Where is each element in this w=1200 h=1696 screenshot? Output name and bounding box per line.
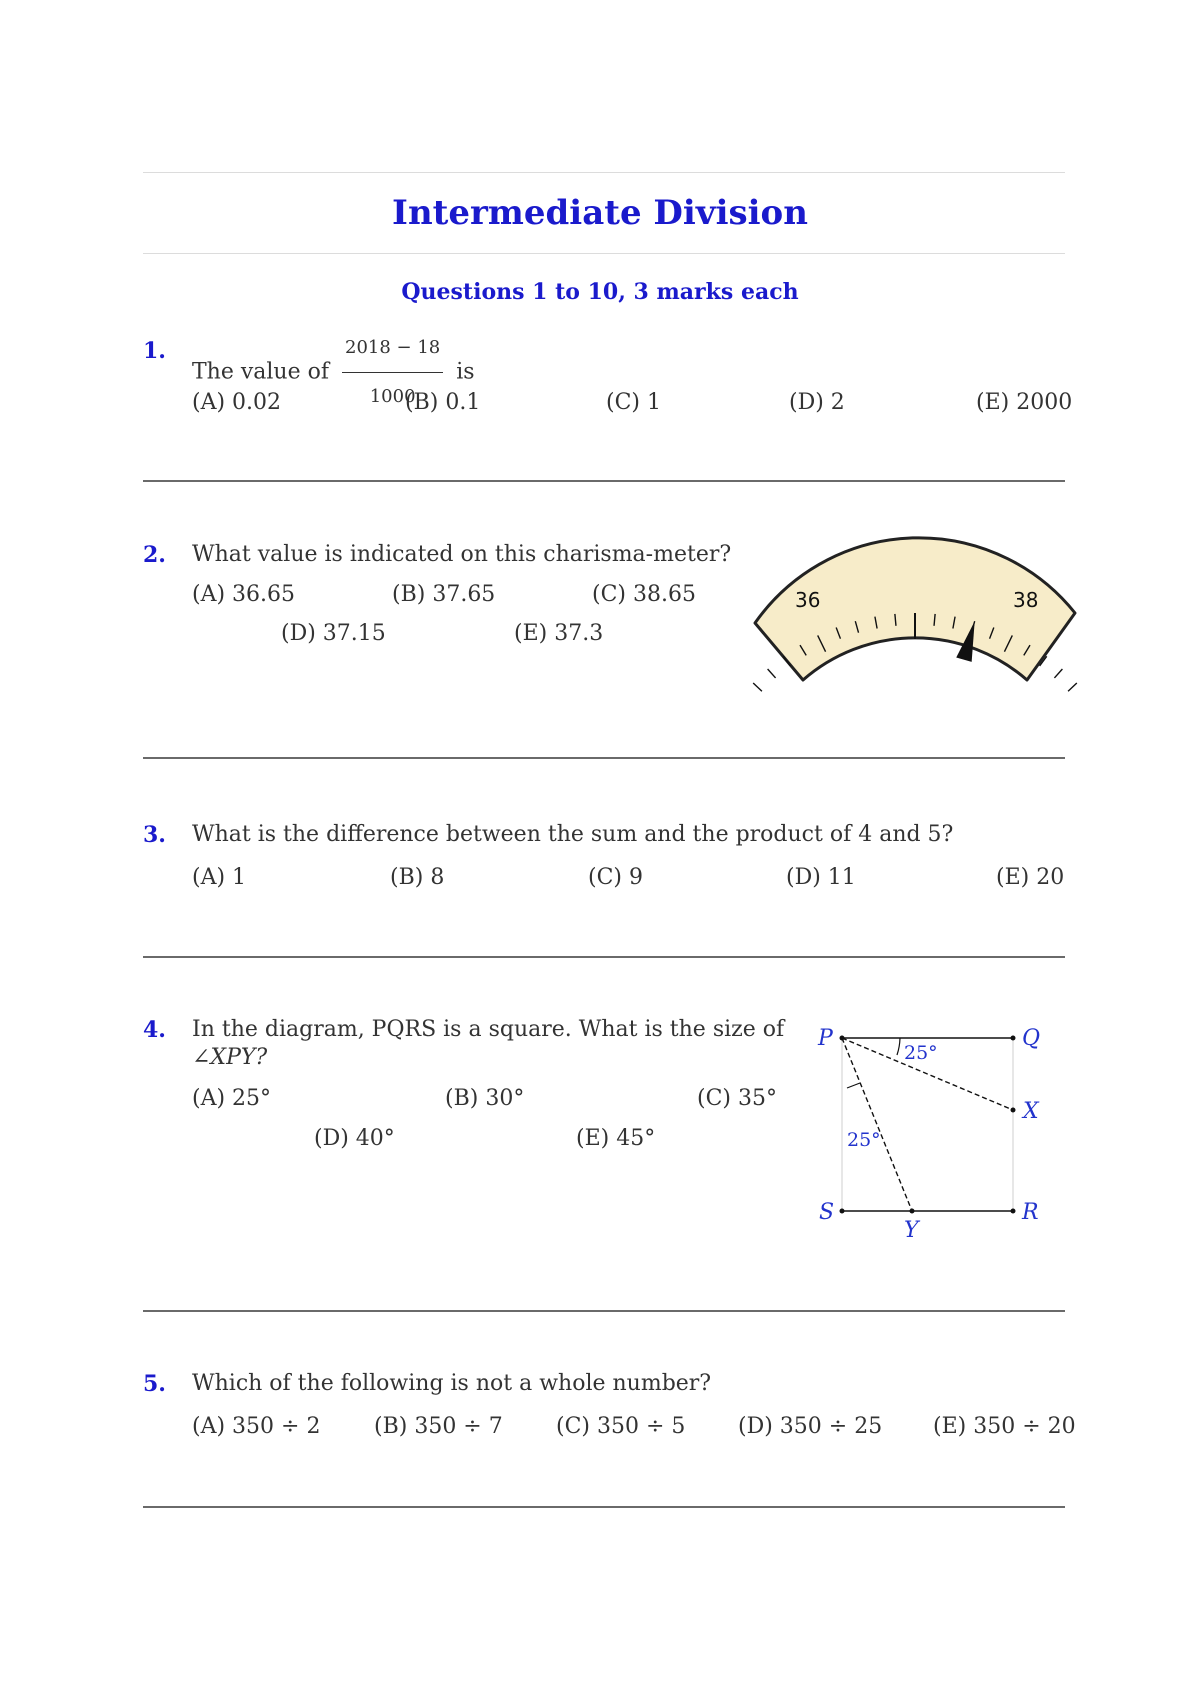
charisma-meter: [745, 535, 1085, 695]
label-x: X: [1023, 1099, 1039, 1124]
meter-tick: [753, 683, 762, 691]
question-number: 5.: [143, 1371, 166, 1397]
option-d[interactable]: (D) 350 ÷ 25: [738, 1414, 883, 1439]
point-x: [1011, 1108, 1016, 1113]
question-divider: [143, 1506, 1065, 1508]
option-d[interactable]: (D) 11: [786, 865, 856, 890]
option-e[interactable]: (E) 37.3: [514, 621, 604, 646]
question-text-line2: ∠XPY?: [192, 1045, 268, 1070]
option-b[interactable]: (B) 350 ÷ 7: [374, 1414, 503, 1439]
angle-label-left: 25°: [847, 1129, 881, 1151]
option-b[interactable]: (B) 37.65: [392, 582, 496, 607]
label-p: P: [818, 1026, 833, 1051]
meter-tick: [1054, 669, 1062, 678]
option-a[interactable]: (A) 350 ÷ 2: [192, 1414, 321, 1439]
option-d[interactable]: (D) 37.15: [281, 621, 386, 646]
square-diagram: [805, 1015, 1065, 1245]
question-number: 3.: [143, 822, 166, 848]
option-c[interactable]: (C) 38.65: [592, 582, 696, 607]
option-c[interactable]: (C) 1: [606, 390, 661, 415]
option-b[interactable]: (B) 30°: [445, 1086, 525, 1111]
angle-arc-left: [847, 1083, 860, 1088]
point-y: [910, 1209, 915, 1214]
point-r: [1011, 1209, 1016, 1214]
option-d[interactable]: (D) 40°: [314, 1126, 395, 1151]
question-divider: [143, 480, 1065, 482]
question-number: 4.: [143, 1017, 166, 1043]
option-a[interactable]: (A) 25°: [192, 1086, 272, 1111]
label-q: Q: [1022, 1026, 1041, 1051]
label-y: Y: [904, 1218, 919, 1243]
option-d[interactable]: (D) 2: [789, 390, 845, 415]
option-c[interactable]: (C) 9: [588, 865, 643, 890]
option-a[interactable]: (A) 1: [192, 865, 247, 890]
option-e[interactable]: (E) 2000: [976, 390, 1073, 415]
label-r: R: [1022, 1200, 1039, 1225]
label-s: S: [819, 1200, 835, 1225]
point-p: [840, 1036, 845, 1041]
option-c[interactable]: (C) 350 ÷ 5: [556, 1414, 686, 1439]
question-text: What is the difference between the sum and the product of 4 and 5?: [192, 822, 954, 847]
meter-tick: [1068, 683, 1077, 691]
point-s: [840, 1209, 845, 1214]
fraction-denominator: 1000: [369, 386, 416, 407]
option-e[interactable]: (E) 20: [996, 865, 1065, 890]
point-q: [1011, 1036, 1016, 1041]
option-b[interactable]: (B) 0.1: [405, 390, 481, 415]
question-number: 2.: [143, 542, 166, 568]
fraction-numerator: 2018 − 18: [342, 324, 443, 373]
option-a[interactable]: (A) 0.02: [192, 390, 282, 415]
question-text-after: is: [456, 359, 475, 385]
question-number: 1.: [143, 338, 166, 364]
question-divider: [143, 757, 1065, 759]
question-text-before: The value of: [192, 359, 330, 385]
question-text-line1: In the diagram, PQRS is a square. What is the size of: [192, 1017, 785, 1042]
question-text: What value is indicated on this charisma-meter?: [192, 542, 732, 567]
question-divider: [143, 956, 1065, 958]
angle-label-top: 25°: [904, 1042, 938, 1064]
option-a[interactable]: (A) 36.65: [192, 582, 296, 607]
section-subtitle: Questions 1 to 10, 3 marks each: [401, 279, 799, 305]
option-b[interactable]: (B) 8: [390, 865, 445, 890]
top-rule: [143, 172, 1065, 173]
option-e[interactable]: (E) 45°: [576, 1126, 656, 1151]
meter-label-36: 36: [795, 588, 821, 612]
option-c[interactable]: (C) 35°: [697, 1086, 777, 1111]
question-text: Which of the following is not a whole number?: [192, 1371, 712, 1396]
title-rule: [143, 253, 1065, 254]
option-e[interactable]: (E) 350 ÷ 20: [933, 1414, 1076, 1439]
angle-arc-top: [897, 1038, 900, 1055]
question-divider: [143, 1310, 1065, 1312]
meter-tick: [768, 669, 776, 678]
page-title: Intermediate Division: [392, 193, 808, 233]
segment-py: [842, 1038, 912, 1211]
meter-label-38: 38: [1013, 588, 1039, 612]
